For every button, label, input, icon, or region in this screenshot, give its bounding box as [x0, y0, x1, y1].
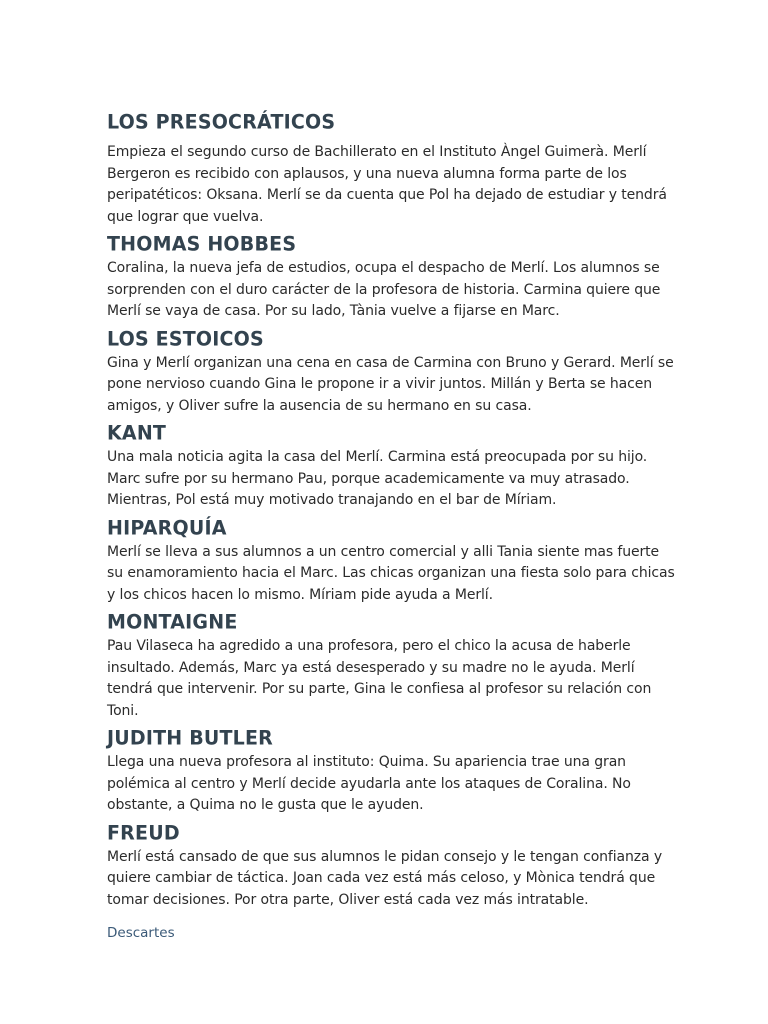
episode-section	[107, 821, 678, 912]
episode-description: Merlí está cansado de que sus alumnos le pidan consejo y le tengan confianza y quiere cambiar de táctica. Joan cada vez está más celoso, y Mònica tendrá que tomar decisiones. Por otra parte, Oliver está cada vez más intratable.	[107, 848, 663, 908]
episode-section	[107, 421, 678, 512]
episode-description: Merlí se lleva a sus alumnos a un centro comercial y alli Tania siente mas fuerte su enamoramiento hacia el Marc. Las chicas organizan una fiesta solo para chicas y los chicos hacen lo mismo. Míriam pide ayuda a Merlí.	[107, 543, 675, 603]
episode-description: Una mala noticia agita la casa del Merlí. Carmina está preocupada por su hijo. Marc sufre por su hermano Pau, porque academicamente va muy atrasado. Mientras, Pol está muy motivado tranajando en el bar de Míriam.	[107, 449, 648, 508]
episode-description: Coralina, la nueva jefa de estudios, ocupa el despacho de Merlí. Los alumnos se sorprenden con el duro carácter de la profesora de historia. Carmina quiere que Merlí se vaya de casa. Por su lado, Tània vuelve a fijarse en Marc.	[107, 260, 661, 319]
episode-section	[107, 610, 678, 722]
episode-section	[107, 327, 678, 418]
episode-title: KANT	[107, 421, 167, 445]
episode-title: LOS ESTOICOS	[107, 326, 264, 351]
episode-section	[107, 232, 678, 323]
episode-section	[107, 516, 678, 607]
episode-description: Gina y Merlí organizan una cena en casa de Carmina con Bruno y Gerard. Merlí se pone nervioso cuando Gina le propone ir a vivir juntos. Millán y Berta se hacen amigos, y Oliver sufre la ausencia de su hermano en su casa.	[107, 354, 674, 414]
episode-title: JUDITH BUTLER	[107, 726, 274, 750]
episode-description: Pau Vilaseca ha agredido a una profesora, pero el chico la acusa de haberle insultado. Además, Marc ya está desesperado y su madre no le ayuda. Merlí tendrá que intervenir. Por su parte, Gina le confiesa al profesor su relación con Toni.	[107, 638, 652, 719]
episode-description: Empieza el segundo curso de Bachillerato en el Instituto Àngel Guimerà. Merlí Bergeron es recibido con aplausos, y una nueva alumna forma parte de los peripatéticos: Oksana. Merlí se da cuenta que Pol ha dejado de estudiar y tendrá que lograr que vuelva.	[107, 144, 667, 225]
episode-title: LOS PRESOCRÁTICOS	[107, 110, 336, 134]
episode-section	[107, 726, 678, 817]
episode-title: THOMAS HOBBES	[107, 232, 297, 256]
descartes-link[interactable]: Descartes	[107, 925, 175, 941]
episode-title: HIPARQUÍA	[107, 515, 227, 540]
episode-title: MONTAIGNE	[107, 610, 238, 634]
episode-title: FREUD	[107, 820, 180, 845]
episode-description: Llega una nueva profesora al instituto: Quima. Su apariencia trae una gran polémica al centro y Merlí decide ayudarla ante los ataques de Coralina. No obstante, a Quima no le gusta que le ayuden.	[107, 754, 631, 813]
episode-section	[107, 110, 678, 228]
